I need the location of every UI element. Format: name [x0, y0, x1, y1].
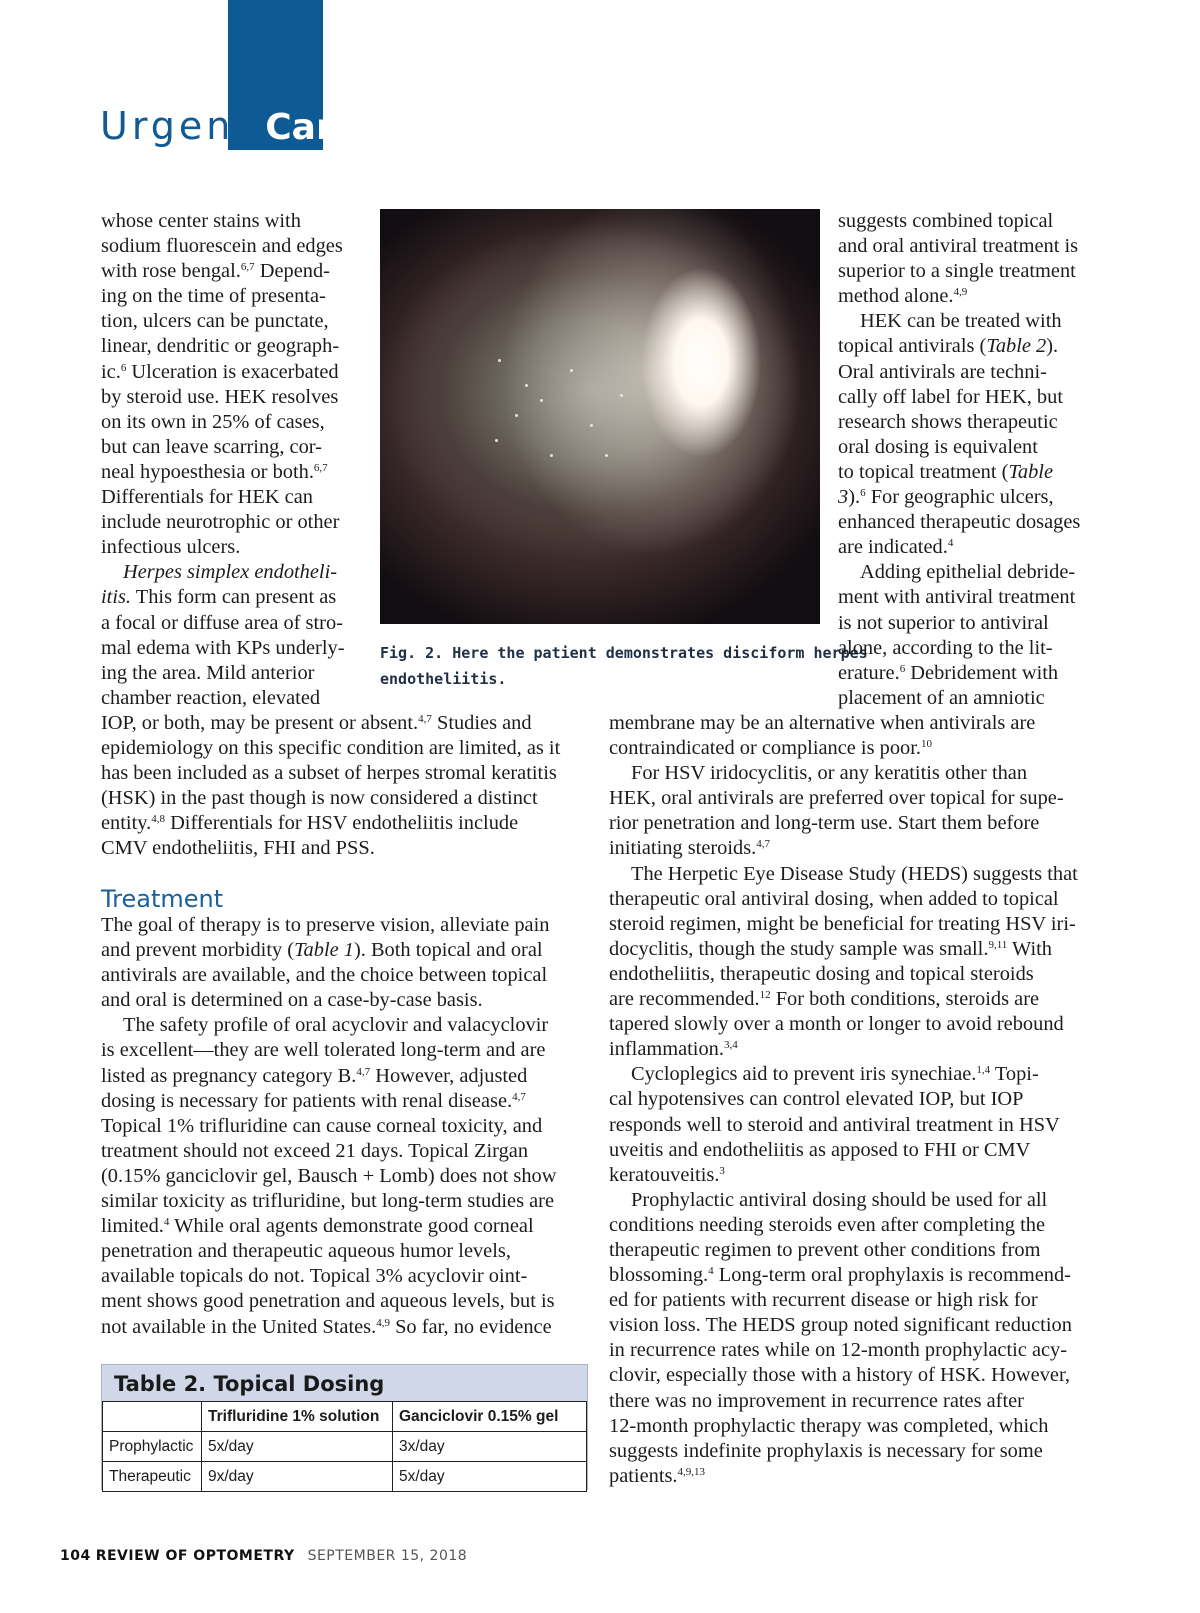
text-line: erature.$^6$ Debridement with: [838, 661, 1059, 684]
text-line: infectious ulcers.: [101, 536, 241, 559]
text-line: neal hypoesthesia or both.$^{6,7}$: [101, 460, 328, 483]
text-line: therapeutic regimen to prevent other conditions from: [609, 1238, 1041, 1261]
text-line: with rose bengal.$^{6,7}$ Depend-: [101, 260, 330, 283]
text-line: itis. This form can present as: [101, 586, 337, 609]
text-line: suggests combined topical: [838, 210, 1054, 232]
text-line: epidemiology on this specific condition are limited, as it: [101, 737, 561, 760]
text-line: there was no improvement in recurrence rates after: [609, 1389, 1024, 1412]
text-line: responds well to steroid and antiviral treatment in HSV: [609, 1113, 1060, 1136]
text-line: clovir, especially those with a history of HSK. However,: [609, 1364, 1071, 1387]
text-line: initiating steroids.$^{4,7}$: [609, 837, 771, 860]
text-line: For HSV iridocyclitis, or any keratitis other than: [631, 762, 1028, 785]
right-column-body: [609, 711, 1078, 1489]
text-line: dosing is necessary for patients with renal disease.$^{4,7}$: [101, 1089, 526, 1112]
page-number: 104: [60, 1548, 91, 1564]
text-line: conditions needing steroids even after completing the: [609, 1213, 1046, 1236]
text-line: docyclitis, though the study sample was small.$^{9,11}$ With: [609, 937, 1052, 960]
text-line: 3).$^6$ For geographic ulcers,: [838, 486, 1054, 509]
text-line: has been included as a subset of herpes stromal keratitis: [101, 762, 557, 785]
text-line: ic.$^6$ Ulceration is exacerbated: [101, 360, 339, 383]
text-line: to topical treatment (Table: [838, 460, 1054, 483]
table-header-row: [103, 1402, 587, 1432]
text-line: ment shows good penetration and aqueous levels, but is: [101, 1290, 555, 1313]
text-line: mal edema with KPs underly-: [101, 636, 345, 659]
table-header-cell: Ganciclovir 0.15% gel: [393, 1402, 587, 1432]
eye-photo: [380, 209, 820, 624]
table-cell: 5x/day: [202, 1432, 393, 1462]
text-line: tion, ulcers can be punctate,: [101, 310, 329, 333]
section-word: Urgent: [100, 104, 254, 148]
text-line: superior to a single treatment: [838, 260, 1076, 283]
text-line: contraindicated or compliance is poor.$^{10}$: [609, 737, 932, 760]
text-line: in recurrence rates while on 12-month prophylactic acy-: [609, 1339, 1068, 1362]
text-line: and oral is determined on a case-by-case basis.: [101, 989, 483, 1012]
text-line: ed for patients with recurrent disease or high risk for: [609, 1289, 1038, 1312]
text-line: antivirals are available, and the choice between topical: [101, 964, 548, 987]
text-line: on its own in 25% of cases,: [101, 410, 325, 433]
text-line: not available in the United States.$^{4,9}$ So far, no evidence: [101, 1315, 552, 1338]
text-line: suggests indefinite prophylaxis is necessary for some: [609, 1439, 1043, 1462]
text-line: Topical 1% trifluridine can cause corneal toxicity, and: [101, 1114, 543, 1137]
text-line: Oral antivirals are techni-: [838, 360, 1047, 383]
text-line: listed as pregnancy category B.$^{4,7}$ However, adjusted: [101, 1064, 528, 1087]
table-cell: 9x/day: [202, 1462, 393, 1492]
text-line: membrane may be an alternative when antivirals are: [609, 712, 1036, 734]
table-row: [103, 1462, 587, 1492]
text-line: patients.$^{4,9,13}$: [609, 1464, 706, 1487]
text-line: is excellent—they are well tolerated long-term and are: [101, 1039, 546, 1062]
table-row: [103, 1432, 587, 1462]
text-line: oral dosing is equivalent: [838, 435, 1038, 458]
left-column-top: [101, 209, 345, 711]
text-line: IOP, or both, may be present or absent.$^{4,7}$ Studies and: [101, 712, 532, 734]
text-line: (HSK) in the past though is now considered a distinct: [101, 787, 538, 810]
text-line: by steroid use. HEK resolves: [101, 385, 339, 408]
text-line: ing on the time of presenta-: [101, 285, 326, 308]
treatment-body: [101, 913, 556, 1340]
topical-dosing-table: [101, 1364, 588, 1490]
text-line: cally off label for HEK, but: [838, 385, 1063, 408]
text-line: are recommended.$^{12}$ For both conditions, steroids are: [609, 988, 1040, 1011]
text-line: similar toxicity as trifluridine, but long-term studies are: [101, 1190, 555, 1213]
section-word-bold: Care: [265, 107, 359, 148]
left-column-body: [101, 711, 560, 862]
text-line: include neurotrophic or other: [101, 511, 340, 534]
text-line: research shows therapeutic: [838, 410, 1058, 433]
text-line: sodium fluorescein and edges: [101, 235, 343, 258]
text-line: method alone.$^{4,9}$: [838, 285, 968, 308]
text-line: a focal or diffuse area of stro-: [101, 611, 343, 634]
text-line: but can leave scarring, cor-: [101, 435, 322, 458]
text-line: enhanced therapeutic dosages: [838, 511, 1081, 534]
table-cell: Prophylactic: [103, 1432, 202, 1462]
text-line: alone, according to the lit-: [838, 636, 1053, 659]
text-line: (0.15% ganciclovir gel, Bausch + Lomb) does not show: [101, 1164, 557, 1187]
table-header-cell: [103, 1402, 202, 1432]
table-title: Table 2. Topical Dosing: [114, 1372, 385, 1396]
text-line: Differentials for HEK can: [101, 486, 313, 509]
text-line: entity.$^{4,8}$ Differentials for HSV endotheliitis include: [101, 812, 519, 835]
dosing-table: [102, 1401, 587, 1492]
text-line: are indicated.$^4$: [838, 536, 954, 559]
text-line: rior penetration and long-term use. Start them before: [609, 812, 1040, 835]
text-line: vision loss. The HEDS group noted significant reduction: [609, 1314, 1072, 1337]
treatment-heading: Treatment: [101, 885, 224, 913]
magazine-name: REVIEW OF OPTOMETRY: [95, 1548, 295, 1564]
text-line: endotheliitis, therapeutic dosing and topical steroids: [609, 962, 1034, 985]
text-line: available topicals do not. Topical 3% acyclovir oint-: [101, 1265, 528, 1288]
text-line: whose center stains with: [101, 210, 301, 232]
text-line: treatment should not exceed 21 days. Topical Zirgan: [101, 1139, 529, 1162]
text-line: therapeutic oral antiviral dosing, when added to topical: [609, 887, 1059, 910]
text-line: blossoming.$^4$ Long-term oral prophylaxis is recommend-: [609, 1264, 1071, 1287]
text-line: chamber reaction, elevated: [101, 686, 321, 709]
text-line: HEK can be treated with: [860, 310, 1062, 333]
text-line: topical antivirals (Table 2).: [838, 335, 1059, 358]
figure-caption: Fig. 2. Here the patient demonstrates disciform herpes endotheliitis.: [380, 644, 868, 688]
text-line: cal hypotensives can control elevated IOP, but IOP: [609, 1088, 1024, 1111]
text-line: penetration and therapeutic aqueous humor levels,: [101, 1240, 511, 1263]
text-line: ment with antiviral treatment: [838, 586, 1076, 609]
text-line: is not superior to antiviral: [838, 611, 1049, 634]
table-cell: Therapeutic: [103, 1462, 202, 1492]
page-footer: [60, 1548, 467, 1564]
text-line: steroid regimen, might be beneficial for treating HSV iri-: [609, 912, 1076, 935]
text-line: ing the area. Mild anterior: [101, 661, 315, 684]
text-line: and prevent morbidity (Table 1). Both topical and oral: [101, 939, 543, 962]
right-column-top: [838, 209, 1080, 711]
text-line: Cycloplegics aid to prevent iris synechiae.$^{1,4}$ Topi-: [631, 1063, 1039, 1086]
text-line: linear, dendritic or geograph-: [101, 335, 340, 358]
table-cell: 5x/day: [393, 1462, 587, 1492]
text-line: inflammation.$^{3,4}$: [609, 1038, 738, 1061]
section-header: [100, 100, 358, 152]
text-line: The Herpetic Eye Disease Study (HEDS) suggests that: [631, 862, 1078, 885]
text-line: The safety profile of oral acyclovir and valacyclovir: [123, 1014, 549, 1037]
text-line: Adding epithelial debride-: [860, 561, 1076, 584]
text-line: Herpes simplex endotheli-: [123, 561, 338, 584]
text-line: limited.$^4$ While oral agents demonstrate good corneal: [101, 1215, 534, 1238]
table-header-cell: Trifluridine 1% solution: [202, 1402, 393, 1432]
text-line: placement of an amniotic: [838, 686, 1045, 709]
table-cell: 3x/day: [393, 1432, 587, 1462]
text-line: and oral antiviral treatment is: [838, 235, 1079, 258]
text-line: HEK, oral antivirals are preferred over topical for supe-: [609, 787, 1064, 810]
text-line: CMV endotheliitis, FHI and PSS.: [101, 837, 375, 860]
text-line: tapered slowly over a month or longer to avoid rebound: [609, 1013, 1064, 1036]
text-line: The goal of therapy is to preserve vision, alleviate pain: [101, 914, 550, 936]
text-line: uveitis and endotheliitis as apposed to FHI or CMV: [609, 1138, 1031, 1161]
text-line: 12-month prophylactic therapy was completed, which: [609, 1414, 1049, 1437]
text-line: keratouveitis.$^3$: [609, 1163, 725, 1186]
text-line: Prophylactic antiviral dosing should be used for all: [631, 1188, 1048, 1211]
issue-date: SEPTEMBER 15, 2018: [307, 1548, 468, 1564]
